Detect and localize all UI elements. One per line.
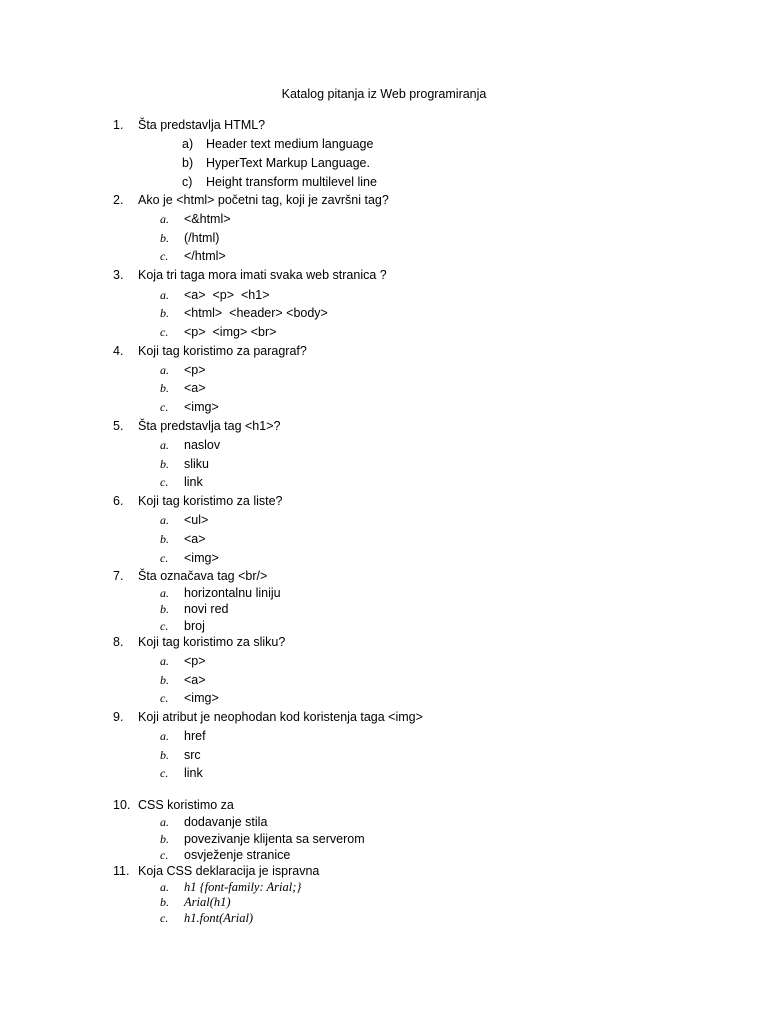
option-letter: b. — [160, 748, 169, 762]
option-text: </html> — [184, 249, 226, 263]
option-letter: a) — [182, 137, 194, 151]
option-letter: a. — [160, 363, 169, 377]
question-text: Šta označava tag <br/> — [138, 569, 268, 583]
question-number: 1. — [113, 118, 124, 132]
question-text: Ako je <html> početni tag, koji je završni tag? — [138, 193, 389, 207]
option-text: (/html) — [184, 231, 220, 245]
option-letter: a. — [160, 513, 169, 527]
option-letter: b. — [160, 832, 169, 846]
page-title: Katalog pitanja iz Web programiranja — [281, 87, 487, 101]
option-text: povezivanje klijenta sa serverom — [184, 832, 365, 846]
option-letter: a. — [160, 212, 169, 226]
option-letter: c. — [160, 911, 169, 925]
question-text: Koji tag koristimo za paragraf? — [138, 344, 307, 358]
option-text: href — [184, 729, 206, 743]
option-letter: c) — [182, 175, 193, 189]
option-text: Height transform multilevel line — [206, 175, 377, 189]
option-letter: c. — [160, 691, 169, 705]
option-letter: c. — [160, 619, 169, 633]
option-letter: a. — [160, 815, 169, 829]
option-text: sliku — [184, 457, 210, 471]
option-letter: b. — [160, 381, 169, 395]
option-text: naslov — [184, 438, 221, 452]
option-text: horizontalnu liniju — [184, 586, 281, 600]
option-text: <a> — [184, 673, 206, 687]
option-letter: b. — [160, 457, 169, 471]
option-letter: b. — [160, 895, 169, 909]
question-text: Koji atribut je neophodan kod koristenja taga <img> — [138, 710, 423, 724]
option-letter: b. — [160, 532, 169, 546]
question-text: Koji tag koristimo za sliku? — [138, 635, 286, 649]
question-text: Šta predstavlja tag <h1>? — [138, 419, 281, 433]
option-text: <ul> — [184, 513, 209, 527]
option-text: <p> — [184, 654, 206, 668]
option-text: broj — [184, 619, 205, 633]
question-number: 7. — [113, 569, 124, 583]
option-text: src — [184, 748, 201, 762]
option-letter: b. — [160, 602, 169, 616]
question-number: 9. — [113, 710, 124, 724]
question-number: 11. — [113, 864, 130, 878]
question-text: Koja tri taga mora imati svaka web stranica ? — [138, 268, 387, 282]
option-letter: a. — [160, 729, 169, 743]
option-text: link — [184, 766, 203, 780]
option-letter: c. — [160, 400, 169, 414]
option-text: Header text medium language — [206, 137, 374, 151]
option-text: <a> — [184, 381, 206, 395]
option-text: osvježenje stranice — [184, 848, 291, 862]
option-text: dodavanje stila — [184, 815, 268, 829]
option-letter: c. — [160, 848, 169, 862]
option-text: Arial(h1) — [184, 895, 231, 909]
option-letter: c. — [160, 475, 169, 489]
question-text: Koja CSS deklaracija je ispravna — [138, 864, 320, 878]
option-letter: c. — [160, 249, 169, 263]
question-number: 8. — [113, 635, 124, 649]
option-text: <img> — [184, 691, 219, 705]
option-letter: a. — [160, 880, 169, 894]
option-text: novi red — [184, 602, 229, 616]
option-letter: c. — [160, 551, 169, 565]
option-text: <img> — [184, 400, 219, 414]
option-text: <p> <img> <br> — [184, 325, 277, 339]
option-text: <html> <header> <body> — [184, 306, 328, 320]
question-text: Šta predstavlja HTML? — [138, 118, 266, 132]
option-letter: b. — [160, 673, 169, 687]
option-letter: a. — [160, 654, 169, 668]
option-text: <img> — [184, 551, 219, 565]
option-text: link — [184, 475, 203, 489]
question-number: 6. — [113, 494, 124, 508]
option-text: <p> — [184, 363, 206, 377]
option-letter: c. — [160, 766, 169, 780]
option-text: <&html> — [184, 212, 231, 226]
question-text: CSS koristimo za — [138, 798, 234, 812]
question-text: Koji tag koristimo za liste? — [138, 494, 283, 508]
option-text: <a> — [184, 532, 206, 546]
option-letter: b. — [160, 231, 169, 245]
option-letter: c. — [160, 325, 169, 339]
question-number: 5. — [113, 419, 124, 433]
option-text: h1 {font-family: Arial;} — [184, 880, 302, 894]
option-text: HyperText Markup Language. — [206, 156, 370, 170]
option-letter: a. — [160, 586, 169, 600]
option-text: <a> <p> <h1> — [184, 288, 270, 302]
question-number: 2. — [113, 193, 124, 207]
option-letter: b. — [160, 306, 169, 320]
option-letter: b) — [182, 156, 194, 170]
option-letter: a. — [160, 288, 169, 302]
option-letter: a. — [160, 438, 169, 452]
option-text: h1.font(Arial) — [184, 911, 254, 925]
question-number: 4. — [113, 344, 124, 358]
question-number: 10. — [113, 798, 131, 812]
question-number: 3. — [113, 268, 124, 282]
